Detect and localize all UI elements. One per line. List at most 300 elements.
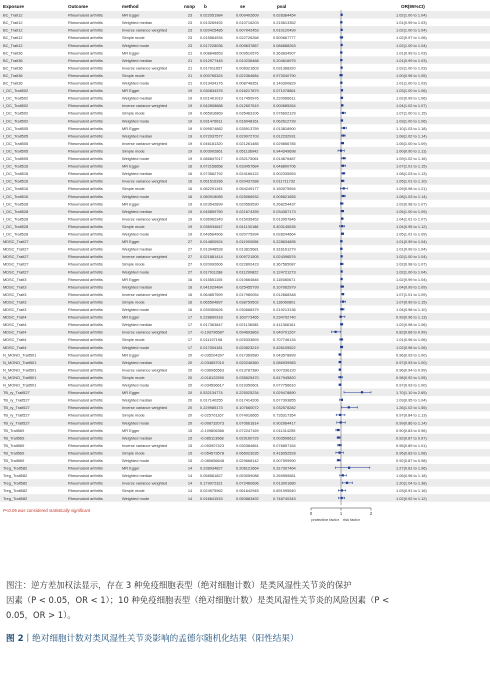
- cell-method: MR Egger: [122, 314, 140, 320]
- cell-exposure: MDSC_Trait3: [3, 284, 27, 290]
- cell-exposure: I_DC_Trait528: [3, 223, 29, 229]
- cell-or: 1.05(1.01 to 1.10): [396, 178, 427, 184]
- cell-method: MR Egger: [122, 201, 140, 207]
- x-tick-label-0: 0: [309, 511, 313, 516]
- cell-or: 1.02(0.99 to 1.04): [396, 276, 427, 282]
- or-point: [346, 482, 348, 484]
- or-point: [338, 436, 340, 438]
- cell-exposure: I_DC_Trait505: [3, 133, 29, 139]
- cell-method: Weighted median: [122, 133, 153, 139]
- cell-b: 0.082291193: [200, 186, 223, 192]
- cell-exposure: MDSC_Trait4: [3, 329, 27, 335]
- or-point: [341, 270, 343, 272]
- cell-b: 0.058581827: [200, 473, 223, 479]
- cell-method: Simple mode: [122, 223, 145, 229]
- cell-pval: 0.215613352: [273, 20, 296, 26]
- cell-b: 0.041029484: [200, 284, 223, 290]
- risk-factor-label: risk factor: [343, 517, 360, 522]
- cell-method: Weighted median: [122, 20, 153, 26]
- cell-method: Inverse variance weighted: [122, 140, 168, 146]
- or-point: [343, 157, 345, 159]
- or-point: [342, 301, 344, 303]
- cell-method: Simple mode: [122, 72, 145, 78]
- cell-se: 0.094693863: [236, 329, 259, 335]
- or-point: [338, 444, 340, 446]
- cell-method: Simple mode: [122, 261, 145, 267]
- cell-pval: 0.076857154: [273, 442, 296, 448]
- cell-method: Simple mode: [122, 186, 145, 192]
- cell-b: 0.228890318: [200, 314, 223, 320]
- cell-se: 0.074916665: [236, 412, 259, 418]
- x-axis: [310, 508, 373, 522]
- cell-outcome: Rheumatoid arthritis: [68, 299, 103, 305]
- cell-exposure: TB_ry_Trait527: [3, 390, 30, 396]
- or-point: [341, 89, 343, 91]
- cell-method: Weighted median: [122, 208, 153, 214]
- cell-se: 0.030384861: [236, 442, 259, 448]
- cell-or: 1.03(1.00 to 1.06): [396, 88, 427, 94]
- figure-label: 图 2: [6, 634, 24, 644]
- cell-nsnp: 14: [187, 495, 193, 501]
- cell-pval: 0.032578282: [273, 405, 296, 411]
- cell-nsnp: 19: [187, 88, 193, 94]
- cell-b: 0.039350626: [200, 307, 223, 312]
- or-point: [341, 36, 343, 38]
- cell-b: 0.003902861: [200, 148, 223, 154]
- cell-b: 0.014800924: [200, 239, 223, 245]
- cell-or: 1.04(0.98 to 1.10): [396, 307, 427, 312]
- cell-nsnp: 20: [187, 382, 193, 388]
- cell-outcome: Rheumatoid arthritis: [68, 412, 103, 418]
- cell-b: 0.013269492: [200, 20, 223, 26]
- cell-exposure: MDSC_Trait4: [3, 314, 27, 320]
- cell-se: 0.020437288: [236, 178, 259, 184]
- cell-nsnp: 19: [187, 103, 193, 109]
- cell-b: 0.013434176: [200, 80, 223, 86]
- cell-pval: 0.500667777: [273, 35, 296, 41]
- cell-outcome: Rheumatoid arthritis: [68, 374, 103, 380]
- cell-outcome: Rheumatoid arthritis: [68, 495, 103, 501]
- cell-exposure: I_DC_Trait502: [3, 110, 29, 116]
- cell-nsnp: 15: [187, 427, 193, 433]
- or-point: [341, 97, 343, 99]
- or-point: [341, 346, 343, 348]
- cell-or: 1.02(0.98 to 1.07): [396, 261, 427, 267]
- cell-or: 1.08(1.02 to 1.14): [396, 133, 427, 139]
- cell-outcome: Rheumatoid arthritis: [68, 352, 103, 358]
- cell-exposure: TB_ry_Trait527: [3, 412, 30, 418]
- cell-or: 1.00(0.96 to 1.05): [396, 72, 427, 78]
- cell-outcome: Rheumatoid arthritis: [68, 148, 103, 154]
- cell-method: Inverse variance weighted: [122, 65, 168, 71]
- cell-b: 0.042808688: [200, 103, 223, 109]
- cell-pval: 0.040701267: [273, 329, 296, 335]
- cell-method: MR Egger: [122, 163, 140, 169]
- cell-method: Inverse variance weighted: [122, 178, 168, 184]
- or-point: [341, 202, 343, 204]
- cell-exposure: BC_Trait12: [3, 12, 23, 18]
- cell-exposure: BC_Trait12: [3, 35, 23, 41]
- cell-pval: 0.707746134: [273, 337, 296, 343]
- figure-caption: [6, 578, 484, 646]
- cell-se: 0.017450976: [236, 95, 259, 101]
- or-point: [342, 195, 344, 197]
- cell-outcome: Rheumatoid arthritis: [68, 307, 103, 312]
- or-point: [341, 29, 343, 31]
- cell-outcome: Rheumatoid arthritis: [68, 140, 103, 146]
- cell-se: 0.020775994: [236, 231, 259, 237]
- cell-se: 0.021261485: [236, 140, 259, 146]
- cell-b: 0.036934647: [200, 223, 223, 229]
- cell-exposure: I_DC_Trait528: [3, 216, 29, 222]
- or-point: [339, 414, 341, 416]
- cell-se: 0.061642945: [236, 488, 259, 494]
- cell-se: 0.030668379: [236, 307, 259, 312]
- cell-se: 0.013815681: [236, 246, 259, 252]
- cell-nsnp: 15: [187, 458, 193, 463]
- cell-nsnp: 20: [187, 397, 193, 403]
- cell-pval: 0.062612739: [273, 118, 296, 124]
- cell-outcome: Rheumatoid arthritis: [68, 239, 103, 245]
- cell-se: 0.020569530: [236, 201, 259, 207]
- cell-pval: 0.071078861: [273, 88, 296, 94]
- cell-b: -0.080656648: [200, 458, 225, 463]
- cell-outcome: Rheumatoid arthritis: [68, 359, 103, 365]
- figure-title: [6, 633, 484, 646]
- cell-se: 0.160773465: [236, 314, 259, 320]
- cell-se: 0.020246360: [236, 359, 259, 365]
- x-tick-label-2: 2: [369, 511, 373, 516]
- cell-or: 1.02(0.98 to 1.07): [396, 201, 427, 207]
- cell-pval: 0.013957846: [273, 216, 296, 222]
- cell-pval: 0.124721273: [273, 269, 296, 275]
- cell-outcome: Rheumatoid arthritis: [68, 35, 103, 41]
- cell-b: 0.036962349: [200, 216, 223, 222]
- or-point: [341, 210, 343, 212]
- cell-se: 0.041130188: [236, 223, 259, 229]
- or-point: [348, 467, 350, 469]
- cell-nsnp: 21: [187, 57, 193, 63]
- cell-b: 0.072037577: [200, 133, 223, 139]
- cell-exposure: I_DC_Trait505: [3, 125, 29, 131]
- cell-outcome: Rheumatoid arthritis: [68, 80, 103, 86]
- cell-method: Simple mode: [122, 299, 145, 305]
- cell-pval: 0.220066611: [273, 95, 296, 101]
- cell-nsnp: 20: [187, 352, 193, 358]
- cell-exposure: MDSC_Trait3: [3, 299, 27, 305]
- cell-exposure: I_DC_Trait502: [3, 118, 29, 124]
- cell-se: 0.029668142: [236, 458, 259, 463]
- cell-pval: 0.317307464: [273, 465, 296, 471]
- cell-pval: 0.902964417: [273, 420, 296, 426]
- cell-method: Inverse variance weighted: [122, 442, 168, 448]
- cell-or: 1.01(0.99 to 1.03): [396, 50, 427, 56]
- cell-nsnp: 16: [187, 276, 193, 282]
- cell-method: Inverse variance weighted: [122, 216, 168, 222]
- or-point: [338, 459, 340, 461]
- cell-or: 1.04(1.01 to 1.07): [396, 216, 427, 222]
- caption-note-line-3: 0.05，OR > 1）。: [6, 610, 76, 620]
- cell-nsnp: 27: [187, 239, 193, 245]
- cell-se: 0.022364684: [236, 72, 259, 78]
- cell-outcome: Rheumatoid arthritis: [68, 133, 103, 139]
- cell-outcome: Rheumatoid arthritis: [68, 427, 103, 433]
- cell-outcome: Rheumatoid arthritis: [68, 480, 103, 486]
- cell-se: 0.033457684: [236, 163, 259, 169]
- cell-or: 1.01(0.99 to 1.03): [396, 20, 427, 26]
- cell-exposure: BC_Trait36: [3, 65, 23, 71]
- cell-method: Inverse variance weighted: [122, 329, 168, 335]
- cell-or: 1.03(0.95 to 1.04): [396, 397, 427, 403]
- cell-nsnp: 20: [187, 420, 193, 426]
- cell-pval: 0.005621655: [273, 193, 296, 199]
- cell-or: 1.01(0.99 to 1.04): [396, 239, 427, 245]
- cell-exposure: BC_Trait36: [3, 72, 23, 78]
- or-point: [341, 14, 343, 16]
- header-or: OR(95%CI): [401, 4, 425, 9]
- cell-nsnp: 19: [187, 133, 193, 139]
- cell-pval: 0.010120499: [273, 27, 296, 33]
- cell-pval: 0.012668348: [273, 291, 296, 297]
- cell-pval: 0.013001680: [273, 480, 296, 486]
- header-b: b: [204, 4, 207, 9]
- cell-or: 1.20(1.04 to 1.38): [396, 480, 427, 486]
- cell-method: Weighted median: [122, 473, 153, 479]
- cell-method: Inverse variance weighted: [122, 254, 168, 260]
- header-nsnp: nsnp: [184, 4, 195, 9]
- cell-or: 1.04(0.95 to 1.12): [396, 223, 427, 229]
- cell-outcome: Rheumatoid arthritis: [68, 344, 103, 350]
- or-point: [341, 489, 343, 491]
- cell-or: 1.07(0.99 to 1.15): [396, 299, 427, 305]
- cell-nsnp: 20: [187, 359, 193, 365]
- cell-nsnp: 14: [187, 473, 193, 479]
- cell-method: Weighted mode: [122, 420, 150, 426]
- cell-outcome: Rheumatoid arthritis: [68, 193, 103, 199]
- cell-se: 0.054249177: [236, 186, 259, 192]
- or-point: [341, 180, 343, 182]
- cell-method: Simple mode: [122, 374, 145, 380]
- cell-pval: 0.086939983: [273, 359, 296, 365]
- or-point: [342, 172, 344, 174]
- or-point: [341, 44, 343, 46]
- cell-b: 0.073562792: [200, 171, 223, 177]
- cell-or: 0.92(0.87 to 0.97): [396, 435, 427, 441]
- cell-outcome: Rheumatoid arthritis: [68, 337, 103, 343]
- cell-outcome: Rheumatoid arthritis: [68, 118, 103, 124]
- cell-method: Weighted median: [122, 397, 153, 403]
- cell-method: Weighted mode: [122, 231, 150, 237]
- cell-nsnp: 14: [187, 465, 193, 471]
- cell-nsnp: 23: [187, 27, 193, 33]
- cell-or: 1.07(1.01 to 1.09): [396, 291, 427, 297]
- cell-outcome: Rheumatoid arthritis: [68, 246, 103, 252]
- cell-method: Weighted median: [122, 435, 153, 441]
- or-point: [341, 218, 343, 220]
- cell-method: Simple mode: [122, 148, 145, 154]
- cell-method: Weighted mode: [122, 80, 150, 86]
- cell-outcome: Rheumatoid arthritis: [68, 163, 103, 169]
- or-point: [343, 127, 345, 129]
- cell-method: Weighted mode: [122, 458, 150, 463]
- cell-or: 0.95(0.89 to 1.01): [396, 442, 427, 448]
- cell-se: 0.009721505: [236, 254, 259, 260]
- cell-nsnp: 19: [187, 156, 193, 161]
- cell-b: 0.065504897: [200, 299, 223, 305]
- or-point: [341, 225, 343, 227]
- cell-b: 0.021401019: [200, 95, 223, 101]
- cell-se: 0.017369580: [236, 352, 259, 358]
- cell-method: Inverse variance weighted: [122, 27, 168, 33]
- cell-b: 0.030834376: [200, 88, 223, 94]
- or-point: [339, 361, 341, 363]
- or-point: [341, 278, 343, 280]
- cell-exposure: TB_Trait569: [3, 458, 25, 463]
- cell-outcome: Rheumatoid arthritis: [68, 186, 103, 192]
- cell-nsnp: 20: [187, 412, 193, 418]
- cell-b: 0.017911288: [200, 269, 223, 275]
- cell-outcome: Rheumatoid arthritis: [68, 465, 103, 471]
- cell-pval: 0.204616975: [273, 57, 296, 63]
- or-point: [341, 119, 343, 121]
- cell-pval: 0.735317354: [273, 412, 296, 418]
- cell-nsnp: 19: [187, 208, 193, 214]
- cell-or: 0.82(0.68 to 0.99): [396, 329, 427, 335]
- cell-method: Simple mode: [122, 110, 145, 116]
- cell-exposure: MDSC_Trait27: [3, 269, 29, 275]
- or-point: [341, 255, 343, 257]
- cell-exposure: MDSC_Trait4: [3, 344, 27, 350]
- cell-method: Inverse variance weighted: [122, 480, 168, 486]
- cell-method: Weighted mode: [122, 193, 150, 199]
- cell-b: 0.017140255: [200, 397, 223, 403]
- cell-method: Weighted median: [122, 171, 153, 177]
- header-pval: pval: [277, 4, 287, 9]
- cell-outcome: Rheumatoid arthritis: [68, 42, 103, 48]
- cell-method: Weighted median: [122, 322, 153, 328]
- figure-title-text: 丨绝对细胞计数对类风湿性关节炎影响的孟德尔随机化结果（阳性结果）: [23, 634, 299, 644]
- cell-exposure: I_DC_Trait516: [3, 178, 29, 184]
- cell-or: 1.03(0.91 to 1.16): [396, 488, 427, 494]
- cell-nsnp: 27: [187, 261, 193, 267]
- cell-se: 0.009510576: [236, 50, 259, 56]
- cell-b: 0.017911657: [200, 65, 223, 71]
- or-point: [340, 82, 342, 84]
- cell-se: 0.016217879: [236, 88, 259, 94]
- cell-b: -0.008732073: [200, 420, 225, 426]
- cell-method: Weighted median: [122, 246, 153, 252]
- caption-note-line-2: 因素（P < 0.05，OR < 1）；10 种免疫细胞表型（绝对细胞计数）是类风湿性关节炎的风险因素（P <: [6, 595, 390, 605]
- cell-pval: 0.748740343: [273, 495, 296, 501]
- cell-outcome: Rheumatoid arthritis: [68, 72, 103, 78]
- cell-or: 1.02(1.00 to 1.03): [396, 65, 427, 71]
- cell-or: 1.02(1.00 to 1.04): [396, 254, 427, 260]
- cell-se: 0.107660072: [236, 405, 259, 411]
- cell-outcome: Rheumatoid arthritis: [68, 156, 103, 161]
- cell-se: 0.011290822: [236, 269, 259, 275]
- cell-exposure: Treg_Trait582: [3, 465, 28, 471]
- cell-method: Inverse variance weighted: [122, 103, 168, 109]
- cell-outcome: Rheumatoid arthritis: [68, 450, 103, 456]
- cell-pval: 0.617945820: [273, 374, 296, 380]
- or-point: [348, 406, 350, 408]
- cell-method: MR Egger: [122, 125, 140, 131]
- cell-b: -0.018122590: [200, 374, 225, 380]
- or-point: [340, 74, 342, 76]
- cell-exposure: Treg_Trait582: [3, 473, 28, 479]
- cell-or: 1.01(0.99 to 1.03): [396, 57, 427, 63]
- cell-pval: 0.363834907: [273, 50, 296, 56]
- cell-b: -0.054573578: [200, 450, 225, 456]
- cell-method: Weighted mode: [122, 269, 150, 275]
- or-point: [339, 384, 341, 386]
- or-point: [361, 391, 363, 393]
- cell-pval: 0.228634895: [273, 239, 296, 245]
- cell-exposure: BC_Trait12: [3, 20, 23, 26]
- or-point: [341, 142, 343, 144]
- cell-b: 0.179972321: [200, 480, 223, 486]
- or-point: [337, 429, 339, 431]
- cell-or: 1.05(1.01 to 1.09): [396, 231, 427, 237]
- header-method: method: [122, 4, 139, 9]
- header-exposure: Exposure: [3, 4, 24, 9]
- cell-or: 0.97(0.93 to 1.00): [396, 359, 427, 365]
- cell-outcome: Rheumatoid arthritis: [68, 382, 103, 388]
- cell-or: 1.01(0.99 to 1.04): [396, 246, 427, 252]
- or-point: [341, 399, 343, 401]
- cell-outcome: Rheumatoid arthritis: [68, 20, 103, 26]
- cell-pval: 0.076602129: [273, 110, 296, 116]
- cell-nsnp: 16: [187, 178, 193, 184]
- cell-exposure: Treg_Trait582: [3, 495, 28, 501]
- cell-exposure: I_DC_Trait502: [3, 103, 29, 109]
- cell-nsnp: 20: [187, 374, 193, 380]
- cell-se: 0.007942453: [236, 27, 259, 33]
- cell-se: 0.066023035: [236, 450, 259, 456]
- cell-nsnp: 16: [187, 171, 193, 177]
- caption-note-line-1: 图注：逆方差加权法显示，存在 3 种免疫细胞表型（绝对细胞计数）是类风湿性关节炎的保护: [6, 580, 352, 590]
- cell-se: 0.009402609: [236, 12, 259, 18]
- cell-outcome: Rheumatoid arthritis: [68, 322, 103, 328]
- cell-outcome: Rheumatoid arthritis: [68, 50, 103, 56]
- cell-b: -0.085113968: [200, 435, 224, 441]
- cell-outcome: Rheumatoid arthritis: [68, 171, 103, 177]
- cell-outcome: Rheumatoid arthritis: [68, 420, 103, 426]
- cell-exposure: BC_Trait36: [3, 80, 23, 86]
- cell-pval: 0.013818900: [273, 125, 296, 131]
- cell-exposure: TB_ry_Trait527: [3, 405, 30, 411]
- cell-se: 0.015035452: [236, 216, 259, 222]
- cell-b: -0.034657010: [200, 359, 225, 365]
- cell-outcome: Rheumatoid arthritis: [68, 254, 103, 260]
- cell-method: MR Egger: [122, 88, 140, 94]
- cell-nsnp: 21: [187, 72, 193, 78]
- or-point: [342, 134, 344, 136]
- cell-or: 1.05(1.00 to 1.09): [396, 140, 427, 146]
- cell-or: 1.04(1.02 to 1.07): [396, 103, 427, 109]
- cell-pval: 0.140300829: [273, 80, 296, 86]
- cell-exposure: N_MONO_Trait501: [3, 374, 37, 380]
- cell-nsnp: 17: [187, 344, 193, 350]
- cell-pval: 0.411368161: [273, 322, 296, 328]
- caption-note: [6, 578, 484, 623]
- cell-pval: 0.234792740: [273, 314, 296, 320]
- cell-se: 0.035463106: [236, 110, 259, 116]
- cell-pval: 0.426105522: [273, 344, 296, 350]
- cell-method: Simple mode: [122, 337, 145, 343]
- cell-or: 1.27(0.81 to 1.96): [396, 465, 427, 471]
- cell-exposure: TB_Trait569: [3, 442, 25, 448]
